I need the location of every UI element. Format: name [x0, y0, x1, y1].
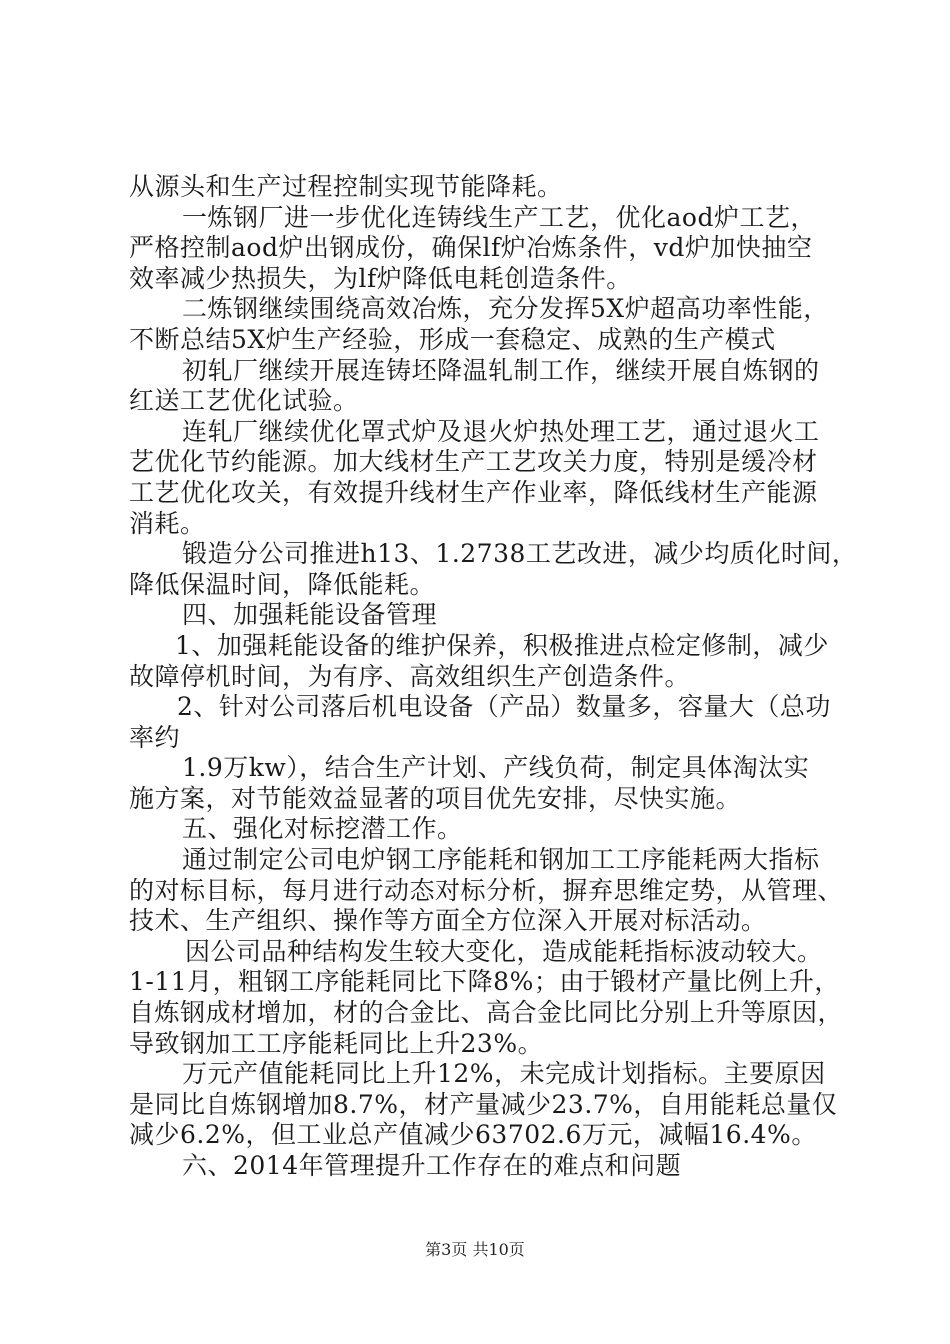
text-line: 五、强化对标挖潜工作。	[182, 814, 463, 844]
text-line: 六、2014年管理提升工作存在的难点和问题	[182, 1151, 682, 1180]
text-line: 自炼钢成材增加，材的合金比、高合金比同比分别上升等原因，	[129, 998, 844, 1028]
text-line: 因公司品种结构发生较大变化，造成能耗指标波动较大。	[185, 936, 823, 966]
text-line: 2、针对公司落后机电设备（产品）数量多，容量大（总功	[177, 692, 831, 722]
text-line: 降低保温时间，降低能耗。	[129, 569, 436, 599]
text-line: 工艺优化攻关，有效提升线材生产作业率，降低线材生产能源	[129, 477, 818, 507]
text-line: 通过制定公司电炉钢工序能耗和钢加工工序能耗两大指标	[182, 845, 820, 875]
text-line: 严格控制aod炉出钢成份，确保lf炉冶炼条件，vd炉加快抽空	[129, 233, 813, 263]
text-line: 一炼钢厂进一步优化连铸线生产工艺，优化aod炉工艺，	[182, 202, 816, 232]
text-line: 不断总结5X炉生产经验，形成一套稳定、成熟的生产模式	[129, 324, 776, 354]
text-line: 红送工艺优化试验。	[129, 386, 359, 416]
text-line: 减少6.2%，但工业总产值减少63702.6万元，减幅16.4%。	[129, 1120, 817, 1150]
text-line: 技术、生产组织、操作等方面全方位深入开展对标活动。	[129, 906, 767, 936]
text-line: 1、加强耗能设备的维护保养，积极推进点检定修制，减少	[175, 630, 829, 660]
document-body	[129, 172, 858, 1182]
text-line: 万元产值能耗同比上升12%，未完成计划指标。主要原因	[182, 1059, 826, 1089]
text-line: 二炼钢继续围绕高效冶炼，充分发挥5X炉超高功率性能，	[182, 294, 829, 324]
text-line: 四、加强耗能设备管理	[182, 600, 438, 630]
text-line: 施方案，对节能效益显著的项目优先安排，尽快实施。	[129, 783, 742, 813]
text-line: 效率减少热损失，为lf炉降低电耗创造条件。	[129, 263, 632, 293]
text-line: 艺优化节约能源。加大线材生产工艺攻关力度，特别是缓冷材	[129, 447, 818, 477]
text-line: 1-11月，粗钢工序能耗同比下降8%；由于锻材产量比例上升，	[129, 967, 840, 997]
text-line: 从源头和生产过程控制实现节能降耗。	[129, 172, 563, 201]
text-line: 导致钢加工工序能耗同比上升23%。	[129, 1028, 544, 1058]
text-line: 消耗。	[129, 508, 206, 538]
text-line: 连轧厂继续优化罩式炉及退火炉热处理工艺，通过退火工	[182, 416, 820, 446]
text-line: 锻造分公司推进h13、1.2738工艺改进，减少均质化时间，	[182, 539, 858, 569]
text-line: 1.9万kw），结合生产计划、产线负荷，制定具体淘汰实	[182, 753, 810, 783]
text-line: 率约	[129, 722, 181, 752]
text-line: 故障停机时间，为有序、高效组织生产创造条件。	[129, 661, 691, 691]
page-footer: 第3页 共10页	[425, 1240, 525, 1259]
text-line: 的对标目标，每月进行动态对标分析，摒弃思维定势，从管理、	[129, 875, 844, 905]
text-line: 是同比自炼钢增加8.7%，材产量减少23.7%，自用能耗总量仅	[129, 1089, 838, 1119]
text-line: 初轧厂继续开展连铸坯降温轧制工作，继续开展自炼钢的	[182, 355, 820, 385]
